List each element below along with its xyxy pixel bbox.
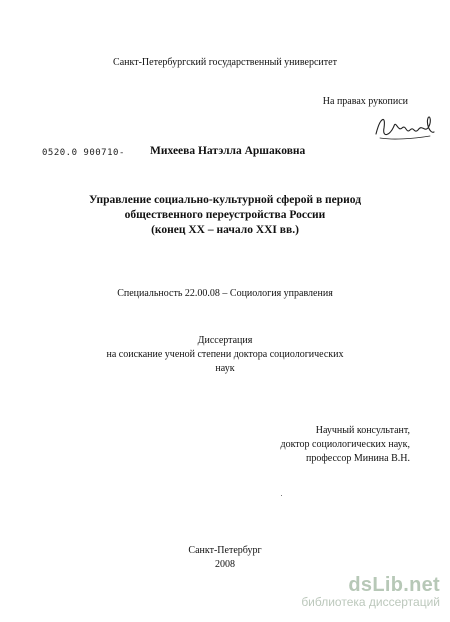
degree-line: на соискание ученой степени доктора социологических [106, 349, 344, 360]
watermark-logo-suffix: .net [403, 574, 440, 596]
dissertation-title [0, 193, 450, 238]
consultant-label: Научный консультант, [315, 425, 410, 436]
watermark-tagline: библиотека диссертаций [301, 595, 440, 609]
handwritten-signature [372, 108, 436, 144]
title-line: (конец XX – начало XXI вв.) [151, 224, 299, 236]
stray-mark [281, 495, 282, 496]
consultant-degree: доктор социологических наук, [280, 439, 410, 450]
title-line: общественного переустройства России [124, 209, 326, 221]
consultant-name: профессор Минина В.Н. [305, 453, 410, 464]
rights-notice: На правах рукописи [322, 96, 408, 107]
degree-line: наук [215, 363, 235, 374]
city: Санкт-Петербург [188, 545, 262, 556]
document-type-heading: Диссертация [197, 335, 253, 346]
watermark-logo-main: dsLib [348, 574, 404, 596]
year: 2008 [215, 559, 235, 570]
university-name: Санкт-Петербургский государственный университет [113, 57, 337, 68]
watermark-logo [301, 574, 440, 597]
specialty-line: Специальность 22.00.08 – Социология управления [117, 288, 333, 299]
document-type [0, 334, 450, 376]
watermark [301, 574, 440, 609]
scientific-consultant [280, 424, 410, 466]
archive-code-stamp: 0520.0 900710- [42, 148, 125, 158]
city-year-block [0, 544, 450, 572]
author-name: Михеева Натэлла Аршаковна [150, 145, 306, 157]
title-line: Управление социально-культурной сферой в период [88, 194, 362, 206]
